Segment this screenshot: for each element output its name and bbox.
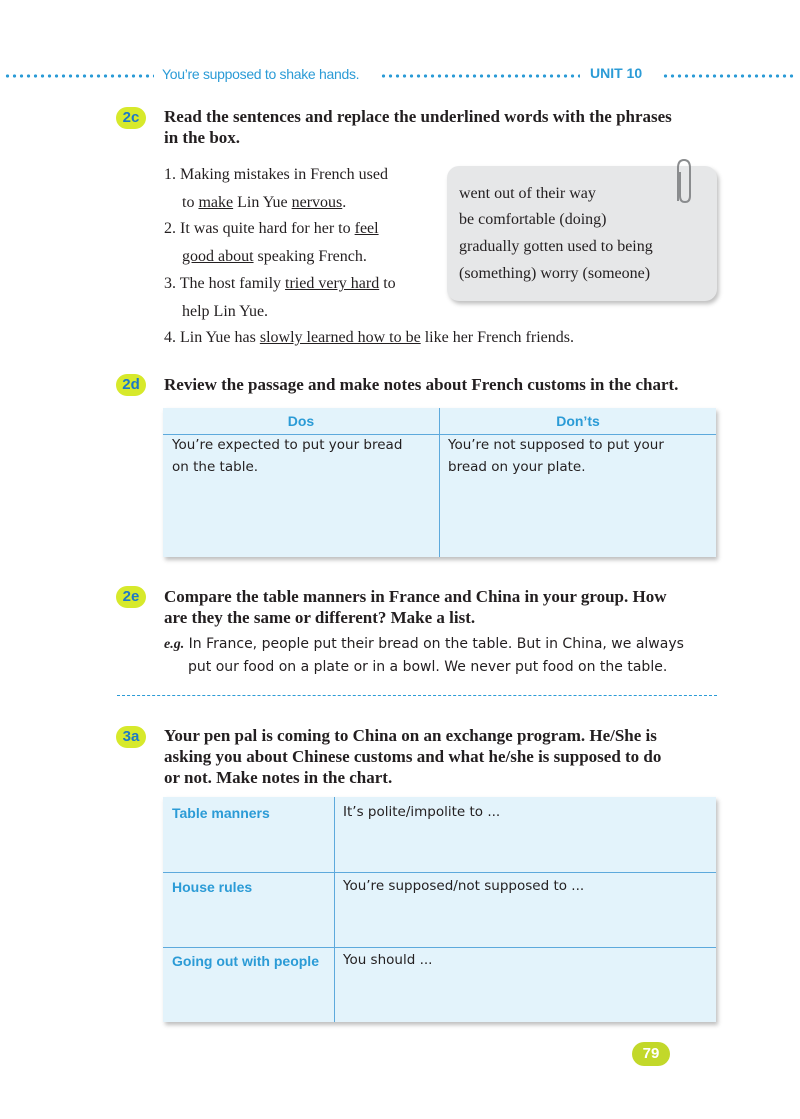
underlined-word: nervous (291, 194, 343, 211)
customs-notes-table (163, 797, 716, 1022)
divider (334, 797, 335, 1022)
instruction-2c-line1: Read the sentences and replace the underlined words with the phrases (164, 107, 672, 126)
section-divider (117, 695, 717, 696)
instruction-3a (164, 725, 661, 788)
example-line2: put our food on a plate or in a bowl. We never put food on the table. (188, 659, 668, 675)
column-header-dos: Dos (287, 413, 315, 429)
sentence-text: like her French friends. (420, 329, 574, 346)
sentence-2-line2 (182, 247, 379, 267)
phrase-item: be comfortable (doing) (459, 211, 607, 228)
underlined-word: good about (182, 248, 254, 265)
instruction-2e-line2: are they the same or different? Make a list. (164, 608, 476, 627)
phrase-item: went out of their way (459, 185, 596, 202)
sentence-1-line2 (182, 193, 388, 213)
underlined-word: feel (354, 220, 379, 237)
donts-cell (448, 434, 664, 478)
sentence-text: to (182, 194, 199, 211)
instruction-2e-line1: Compare the table manners in France and China in your group. How (164, 587, 667, 606)
section-badge-2e: 2e (116, 586, 146, 608)
donts-line: bread on your plate. (448, 459, 586, 475)
underlined-word: make (198, 194, 234, 211)
instruction-2e (164, 586, 667, 628)
instruction-2c-line2: in the box. (164, 128, 241, 147)
section-badge-2c: 2c (116, 107, 146, 129)
row-label-house-rules: House rules (172, 879, 253, 895)
header-dots-left (4, 74, 154, 78)
sentence-2-line1 (164, 219, 379, 239)
sentence-2 (164, 219, 379, 267)
section-badge-3a: 3a (116, 726, 146, 748)
sentence-3-line2: help Lin Yue. (182, 303, 269, 320)
donts-line: You’re not supposed to put your (448, 437, 664, 453)
row-prompt: It’s polite/impolite to ... (343, 804, 501, 820)
instruction-3a-line3: or not. Make notes in the chart. (164, 768, 393, 787)
example-text (164, 633, 684, 678)
header-dots-right (662, 74, 796, 78)
sentence-text: Lin Yue (233, 194, 292, 211)
header-title: You’re supposed to shake hands. (162, 66, 360, 82)
sentence-text: 2. It was quite hard for her to (164, 220, 355, 237)
paperclip-icon (668, 156, 698, 206)
divider (163, 947, 716, 948)
sentence-1 (164, 165, 388, 213)
instruction-2d: Review the passage and make notes about French customs in the chart. (164, 375, 679, 394)
phrase-item: gradually gotten used to being (459, 238, 653, 255)
unit-label: UNIT 10 (590, 65, 643, 81)
instruction-3a-line2: asking you about Chinese customs and what he/she is supposed to do (164, 747, 662, 766)
running-header (0, 64, 800, 86)
column-header-donts: Don’ts (556, 413, 600, 429)
page-number: 79 (632, 1042, 670, 1066)
section-badge-2d: 2d (116, 374, 146, 396)
underlined-word: slowly learned how to be (259, 329, 421, 346)
customs-table (163, 408, 716, 557)
row-label-going-out: Going out with people (172, 953, 319, 969)
example-label: e.g. (164, 637, 185, 652)
divider (439, 408, 440, 557)
dos-line: on the table. (172, 459, 259, 475)
instruction-2c (164, 106, 672, 148)
dos-cell (172, 434, 402, 478)
row-prompt: You should ... (343, 952, 433, 968)
sentence-3-line1 (164, 274, 396, 294)
header-dots-middle (380, 74, 580, 78)
example-line1-text: In France, people put their bread on the table. But in China, we always (188, 636, 684, 652)
divider (163, 872, 716, 873)
instruction-3a-line1: Your pen pal is coming to China on an exchange program. He/She is (164, 726, 657, 745)
sentence-3 (164, 274, 396, 322)
phrase-item: (something) worry (someone) (459, 265, 651, 282)
sentence-text: 3. The host family (164, 275, 286, 292)
sentence-4 (164, 328, 574, 348)
underlined-word: tried very hard (285, 275, 380, 292)
sentence-text: . (342, 194, 347, 211)
dos-line: You’re expected to put your bread (172, 437, 403, 453)
sentence-1-line1: 1. Making mistakes in French used (164, 166, 388, 183)
row-prompt: You’re supposed/not supposed to ... (343, 878, 585, 894)
sentence-text: to (379, 275, 396, 292)
example-line1 (164, 633, 684, 656)
sentence-text: 4. Lin Yue has (164, 329, 260, 346)
sentence-text: speaking French. (253, 248, 367, 265)
row-label-table-manners: Table manners (172, 805, 270, 821)
